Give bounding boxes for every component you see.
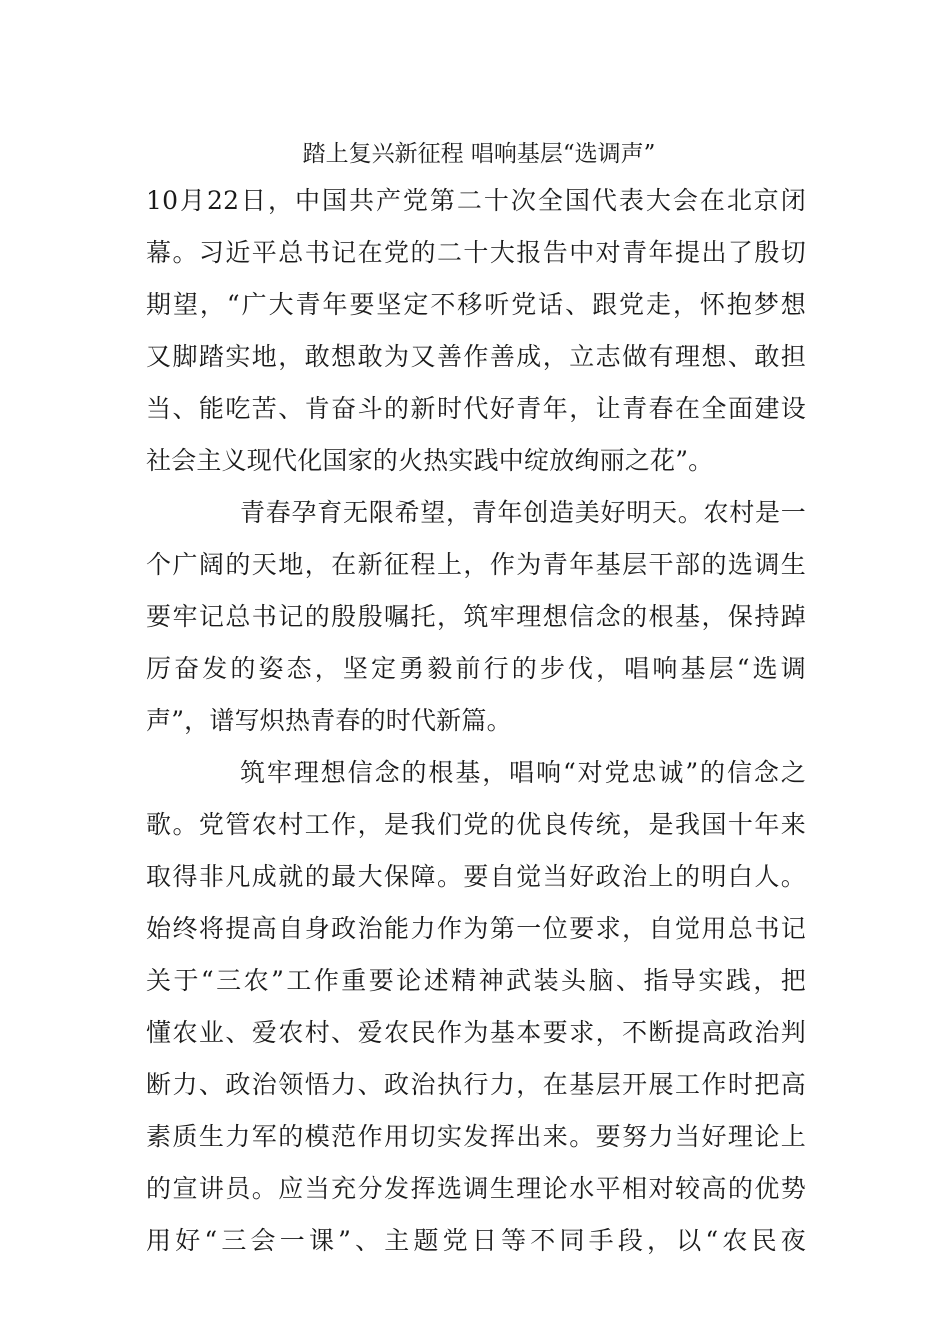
text-line: 断力、政治领悟力、政治执行力，在基层开展工作时把高 [146,1070,806,1099]
text-line: 要牢记总书记的殷殷嘱托，筑牢理想信念的根基，保持踔 [146,602,806,631]
text-line: 又脚踏实地，敢想敢为又善作善成，立志做有理想、敢担 [146,342,806,371]
text-line: 幕。习近平总书记在党的二十大报告中对青年提出了殷切 [146,238,806,267]
text-line: 当、能吃苦、肯奋斗的新时代好青年，让青春在全面建设 [146,394,806,423]
text-line: 个广阔的天地，在新征程上，作为青年基层干部的选调生 [146,550,806,579]
paragraph-first-line: 青春孕育无限希望，青年创造美好明天。农村是一 [240,498,806,527]
text-line: 声”，谱写炽热青春的时代新篇。 [146,706,512,735]
document-body [146,175,806,1267]
text-line: 厉奋发的姿态，坚定勇毅前行的步伐，唱响基层“选调 [146,654,806,683]
text-line: 用好“三会一课”、主题党日等不同手段，以“农民夜 [146,1226,806,1255]
text-line: 关于“三农”工作重要论述精神武装头脑、指导实践，把 [146,966,806,995]
text-line: 素质生力军的模范作用切实发挥出来。要努力当好理论上 [146,1122,806,1151]
text-line: 社会主义现代化国家的火热实践中绽放绚丽之花”。 [146,446,714,475]
text-line: 10月22日，中国共产党第二十次全国代表大会在北京闭 [146,186,806,215]
document-title: 踏上复兴新征程 唱响基层“选调声” [302,141,656,167]
paragraph-first-line: 筑牢理想信念的根基，唱响“对党忠诚”的信念之 [240,758,806,787]
text-line: 期望，“广大青年要坚定不移听党话、跟党走，怀抱梦想 [146,290,806,319]
text-line: 懂农业、爱农村、爱农民作为基本要求，不断提高政治判 [146,1018,806,1047]
text-line: 歌。党管农村工作，是我们党的优良传统，是我国十年来 [146,810,806,839]
text-line: 的宣讲员。应当充分发挥选调生理论水平相对较高的优势 [146,1174,806,1203]
text-line: 始终将提高自身政治能力作为第一位要求，自觉用总书记 [146,914,806,943]
text-line: 取得非凡成就的最大保障。要自觉当好政治上的明白人。 [146,862,806,891]
